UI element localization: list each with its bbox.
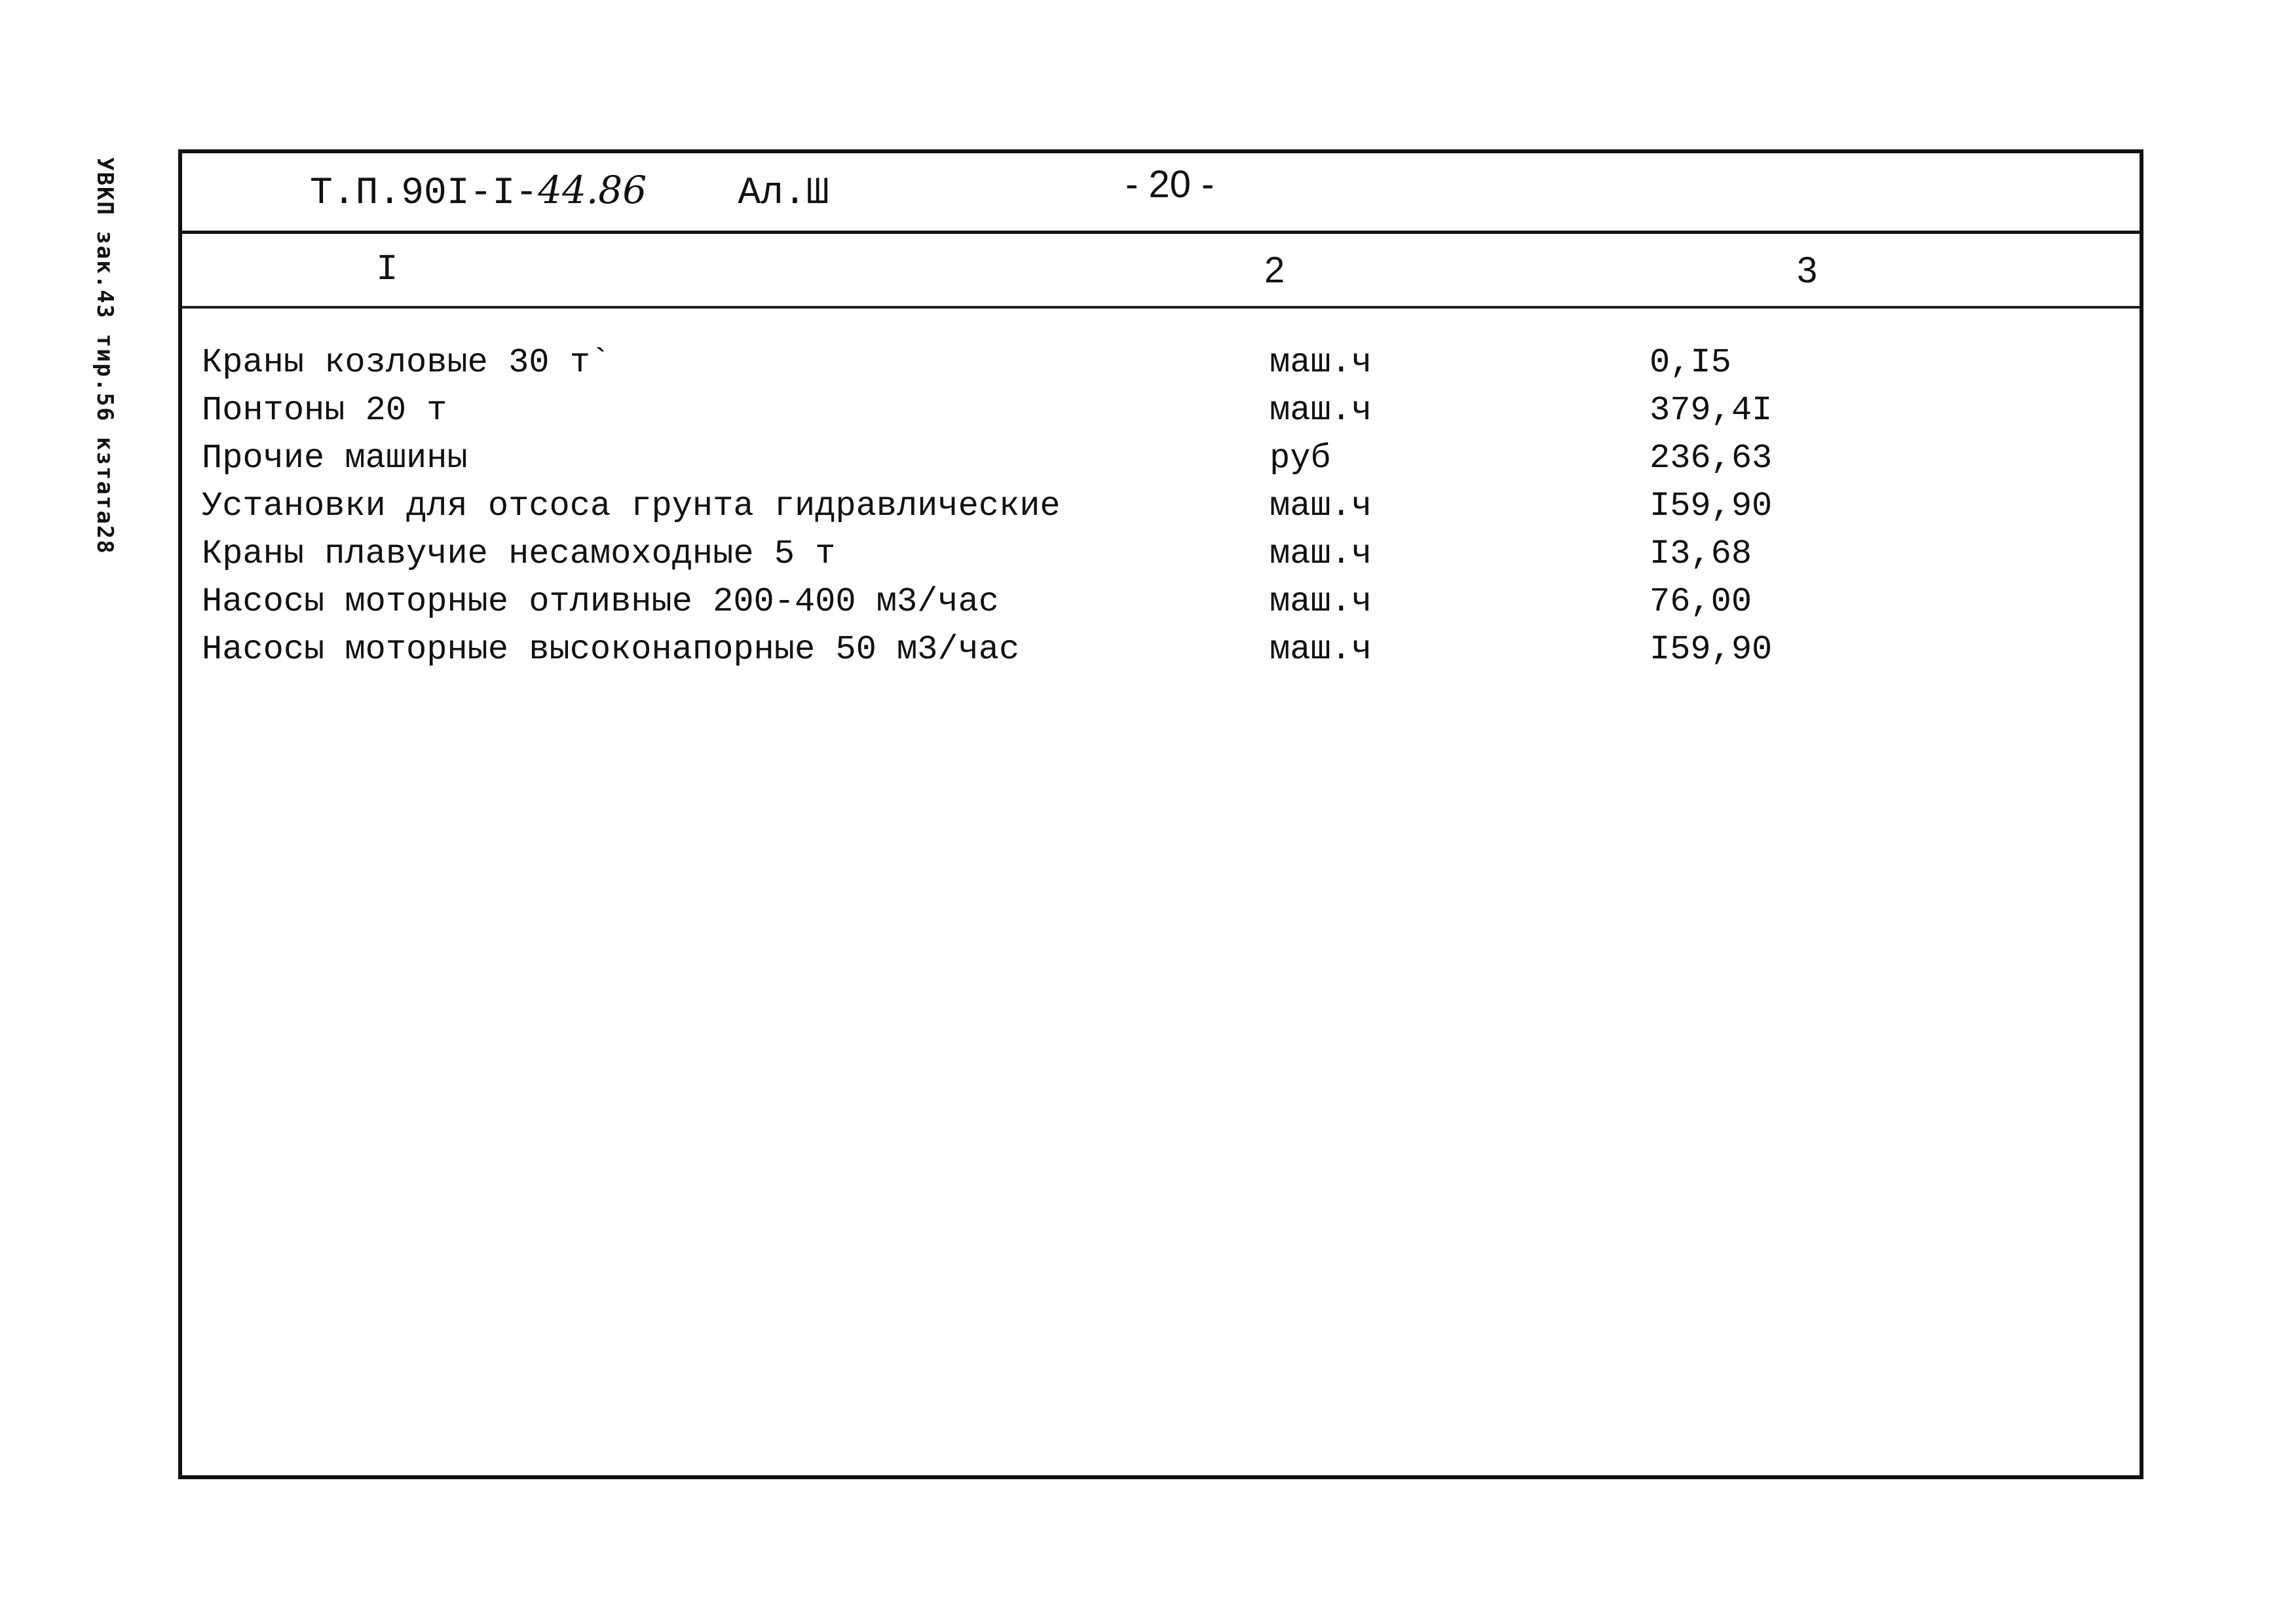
cell-unit: маш.ч (1270, 630, 1372, 669)
document-code-handwritten: 44.86 (538, 168, 647, 212)
document-header (182, 153, 2140, 234)
page-frame (178, 149, 2143, 1479)
cell-name: Насосы моторные высоконапорные 50 м3/час (202, 630, 1020, 669)
column-header-3: 3 (1797, 249, 1818, 290)
page-number: - 20 - (1125, 163, 1215, 206)
cell-name: Краны плавучие несамоходные 5 т (202, 535, 836, 573)
column-header-row (182, 234, 2140, 309)
cell-value: I3,68 (1650, 535, 1752, 573)
table-row (202, 626, 2140, 673)
margin-stamp (92, 157, 157, 555)
table-row (202, 578, 2140, 626)
cell-unit: маш.ч (1270, 535, 1372, 573)
document-code (310, 168, 829, 215)
cell-unit: маш.ч (1270, 582, 1372, 621)
table-row (202, 482, 2140, 530)
cell-unit: руб (1270, 439, 1331, 478)
table-body (202, 339, 2140, 673)
cell-value: 76,00 (1650, 582, 1752, 621)
cell-name: Насосы моторные отливные 200-400 м3/час (202, 582, 999, 621)
album-label: Ал.Ш (738, 172, 829, 215)
cell-name: Прочие машины (202, 439, 468, 478)
cell-name: Краны козловые 30 т` (202, 343, 611, 382)
cell-value: I59,90 (1650, 487, 1773, 525)
cell-value: 0,I5 (1650, 343, 1731, 382)
margin-stamp-text: УВКП зак.43 тир.56 кзтата28 (92, 157, 118, 555)
cell-unit: маш.ч (1270, 391, 1372, 430)
table-row (202, 530, 2140, 578)
column-header-1: I (376, 248, 398, 290)
cell-value: 379,4I (1650, 391, 1773, 430)
cell-value: 236,63 (1650, 439, 1773, 478)
cell-unit: маш.ч (1270, 343, 1372, 382)
cell-unit: маш.ч (1270, 487, 1372, 525)
column-header-2: 2 (1264, 249, 1285, 290)
cell-name: Понтоны 20 т (202, 391, 447, 430)
document-code-printed: Т.П.90І-І- (310, 172, 538, 215)
cell-name: Установки для отсоса грунта гидравлические (202, 487, 1061, 525)
table-row (202, 434, 2140, 482)
cell-value: I59,90 (1650, 630, 1773, 669)
table-row (202, 339, 2140, 387)
table-row (202, 387, 2140, 434)
